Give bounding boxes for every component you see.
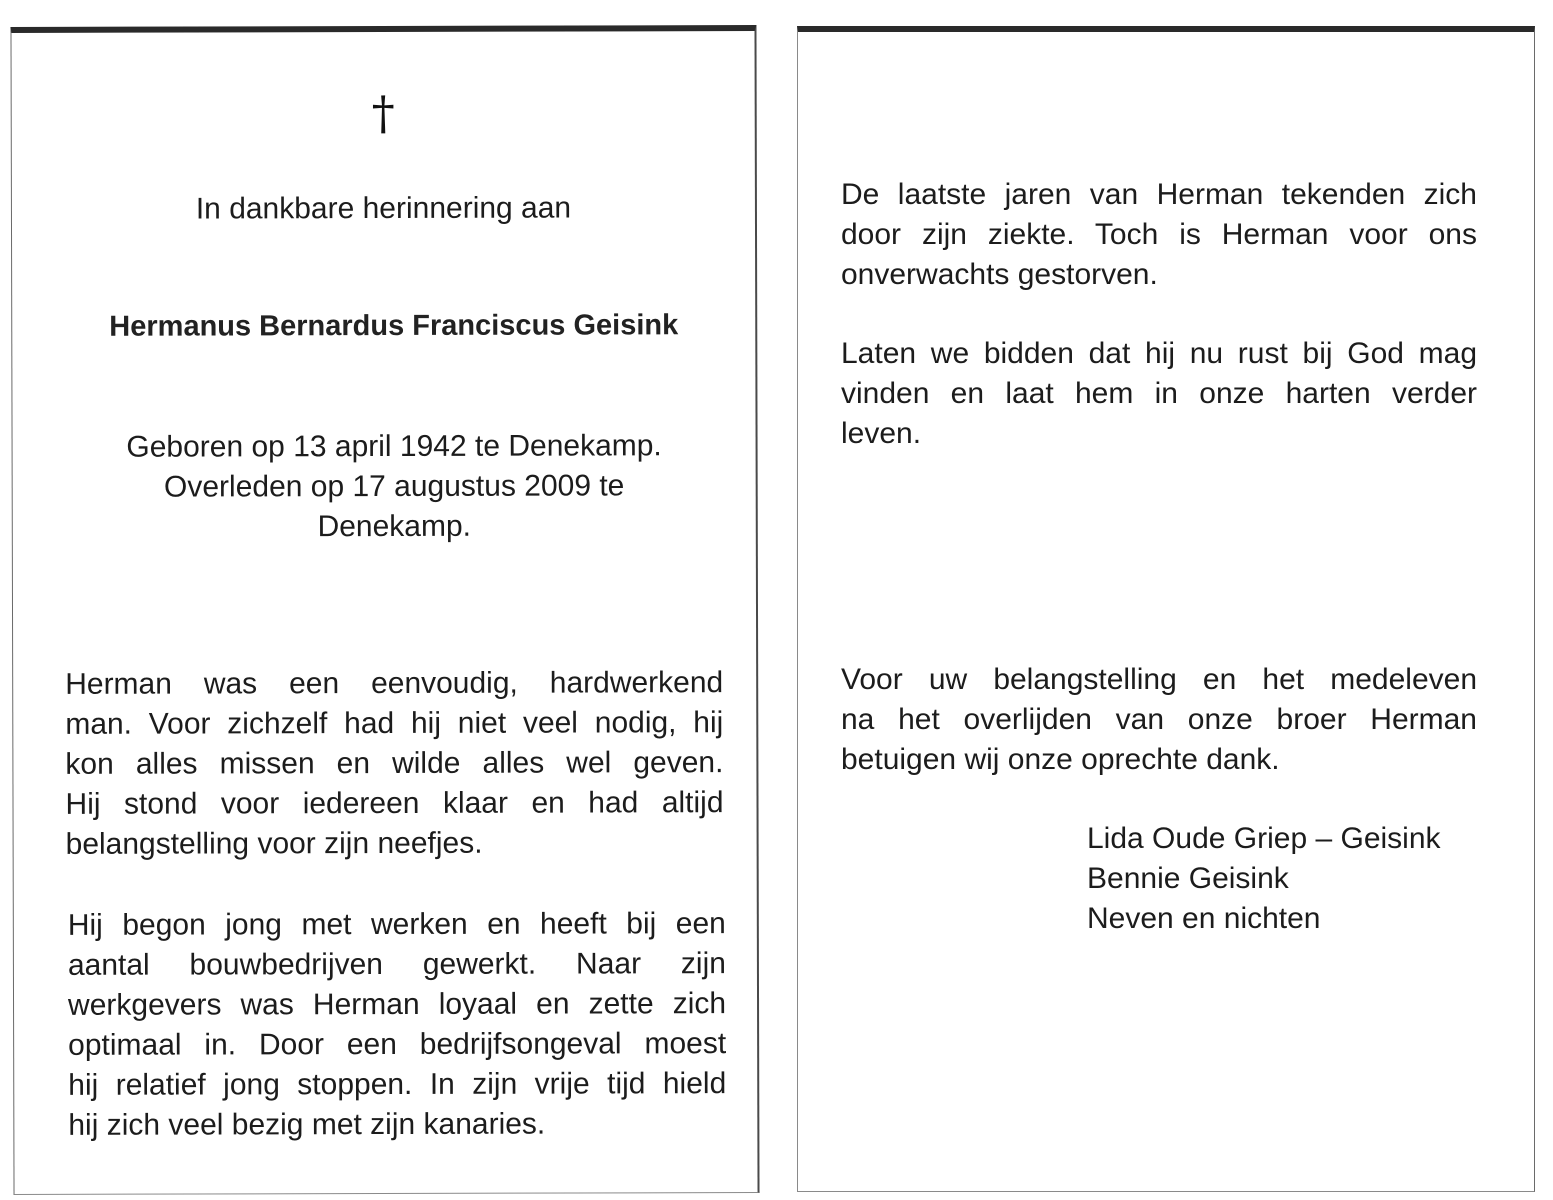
right-memorial-card — [797, 26, 1535, 1192]
text-line: Voor uw belangstelling en het medeleven — [841, 663, 1477, 696]
text-line: Herman was een eenvoudig, hardwerkend — [65, 666, 724, 701]
left-memorial-card — [10, 25, 759, 1195]
text-line: door zijn ziekte. Toch is Herman voor ons — [841, 218, 1477, 251]
prayer-paragraph — [841, 334, 1477, 454]
text-line: betuigen wij onze oprechte dank. — [841, 743, 1280, 776]
text-line: kon alles missen en wilde alles wel geven. — [65, 746, 724, 781]
family-signatures — [1087, 819, 1441, 939]
text-line: hij relatief jong stoppen. In zijn vrije tijd hield — [68, 1067, 727, 1102]
text-line: belangstelling voor zijn neefjes. — [65, 826, 483, 861]
biography-paragraph-2 — [68, 904, 727, 1146]
intro-text: In dankbare herinnering aan — [195, 191, 572, 226]
text-line: vinden en laat hem in onze harten verder — [841, 377, 1477, 410]
thanks-paragraph — [841, 660, 1477, 780]
text-line: Hij stond voor iedereen klaar en had altijd — [65, 786, 724, 821]
text-line: De laatste jaren van Herman tekenden zich — [841, 178, 1477, 211]
illness-paragraph — [841, 175, 1477, 295]
text-line: hij zich veel bezig met zijn kanaries. — [68, 1107, 546, 1142]
text-line: optimaal in. Door een bedrijfsongeval moest — [68, 1027, 727, 1062]
text-line: leven. — [841, 417, 922, 450]
text-line: man. Voor zichzelf had hij niet veel nodig, hij — [65, 706, 724, 741]
text-line: aantal bouwbedrijven gewerkt. Naar zijn — [67, 947, 726, 982]
biography-paragraph-1 — [65, 663, 724, 865]
death-line: Overleden op 17 augustus 2009 te — [163, 469, 625, 504]
text-line: na het overlijden van onze broer Herman — [841, 703, 1477, 736]
signature-line: Lida Oude Griep – Geisink — [1087, 822, 1441, 855]
deceased-full-name: Hermanus Bernardus Franciscus Geisink — [109, 309, 679, 343]
life-dates — [53, 426, 736, 548]
cross-icon: † — [371, 85, 395, 141]
signature-line: Neven en nichten — [1087, 902, 1321, 935]
text-line: werkgevers was Herman loyaal en zette zich — [67, 987, 727, 1022]
death-place-line: Denekamp. — [317, 509, 472, 544]
birth-line: Geboren op 13 april 1942 te Denekamp. — [126, 429, 662, 464]
text-line: Laten we bidden dat hij nu rust bij God mag — [841, 337, 1477, 370]
text-line: onverwachts gestorven. — [841, 258, 1158, 291]
text-line: Hij begon jong met werken en heeft bij een — [67, 907, 726, 942]
signature-line: Bennie Geisink — [1087, 862, 1289, 895]
